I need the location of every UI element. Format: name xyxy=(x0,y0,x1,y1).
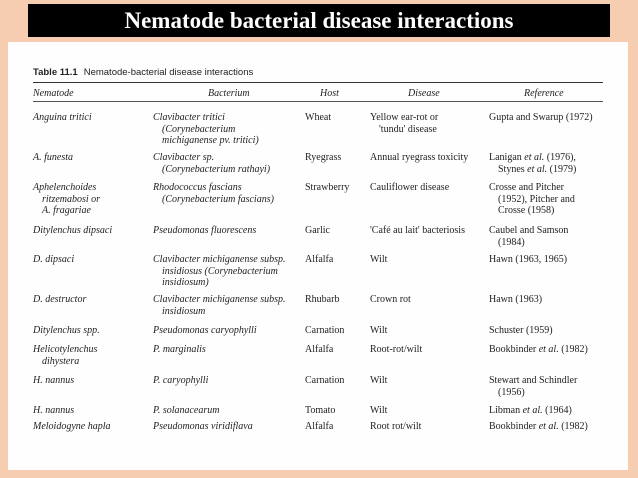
table-caption-text: Nematode-bacterial disease interactions xyxy=(83,67,254,78)
nematode-cell-line: Aphelenchoides xyxy=(33,182,97,193)
table-caption xyxy=(33,67,253,78)
header-reference: Reference xyxy=(524,88,564,99)
reference-cell xyxy=(489,112,614,124)
reference-cell-line: Crosse and Pitcher xyxy=(489,182,564,193)
reference-cell-line: Caubel and Samson xyxy=(489,225,569,236)
header-bacterium: Bacterium xyxy=(208,88,250,99)
nematode-cell xyxy=(33,375,143,387)
reference-cell-line: Crosse (1958) xyxy=(498,205,555,216)
nematode-cell-line: D. destructor xyxy=(33,294,87,305)
disease-cell xyxy=(370,421,490,433)
disease-cell xyxy=(370,375,490,387)
nematode-cell-line: A. fragariae xyxy=(42,205,91,216)
reference-cell-line: Schuster (1959) xyxy=(489,325,553,336)
nematode-cell-line: Meloidogyne hapla xyxy=(33,421,111,432)
nematode-cell-line: H. nannus xyxy=(33,375,75,386)
disease-cell-line: 'Café au lait' bacteriosis xyxy=(370,225,465,236)
reference-cell xyxy=(489,375,614,398)
bacterium-cell-line: michiganense pv. tritici) xyxy=(162,135,259,146)
header-nematode: Nematode xyxy=(33,88,74,99)
bacterium-cell-line: insidiosum xyxy=(162,305,206,317)
disease-cell xyxy=(370,112,490,135)
bacterium-cell-line: (Corynebacterium rathayi) xyxy=(162,163,271,175)
reference-cell-line: Bookbinder et al. (1982) xyxy=(489,344,588,355)
reference-cell-line: Libman et al. (1964) xyxy=(489,405,572,416)
disease-cell xyxy=(370,152,490,164)
reference-cell-line: (1984) xyxy=(498,236,525,248)
bacterium-cell-line: Clavibacter michiganense subsp. xyxy=(153,254,286,265)
bacterium-cell-line: Pseudomonas caryophylli xyxy=(153,325,257,336)
bacterium-cell xyxy=(153,294,308,317)
bacterium-cell-line: insidiosum) xyxy=(162,277,209,288)
header-disease: Disease xyxy=(408,88,440,99)
disease-cell-line: Root-rot/wilt xyxy=(370,344,423,355)
reference-cell-line: Stewart and Schindler xyxy=(489,375,578,386)
nematode-cell xyxy=(33,182,143,217)
bacterium-cell-line: insidiosus (Corynebacterium xyxy=(162,265,278,277)
reference-cell-line: Bookbinder et al. (1982) xyxy=(489,421,588,432)
bacterium-cell-line: P. caryophylli xyxy=(153,375,209,386)
nematode-cell xyxy=(33,294,143,306)
nematode-cell xyxy=(33,325,143,337)
disease-cell-line: Wilt xyxy=(370,325,388,336)
disease-cell xyxy=(370,254,490,266)
nematode-cell xyxy=(33,254,143,266)
disease-cell-line: Yellow ear-rot or xyxy=(370,112,439,123)
host-cell: Alfalfa xyxy=(305,421,334,432)
reference-cell-line: (1952), Pitcher and xyxy=(498,193,575,205)
host-cell: Alfalfa xyxy=(305,254,334,265)
reference-cell xyxy=(489,152,614,175)
host-cell: Strawberry xyxy=(305,182,350,193)
bacterium-cell-line: Pseudomonas fluorescens xyxy=(153,225,257,236)
bacterium-cell-line: P. marginalis xyxy=(153,344,206,355)
table-top-rule xyxy=(33,82,603,83)
host-cell: Carnation xyxy=(305,375,345,386)
disease-cell-line: Cauliflower disease xyxy=(370,182,450,193)
reference-cell-line: Stynes et al. (1979) xyxy=(498,163,577,175)
table-page xyxy=(8,42,628,470)
disease-cell xyxy=(370,225,490,237)
host-cell: Wheat xyxy=(305,112,332,123)
disease-cell-line: Wilt xyxy=(370,254,388,265)
reference-cell-line: Hawn (1963, 1965) xyxy=(489,254,568,265)
bacterium-cell-line: (Corynebacterium fascians) xyxy=(162,193,274,205)
nematode-cell xyxy=(33,405,143,417)
nematode-cell xyxy=(33,344,143,367)
reference-cell xyxy=(489,182,614,217)
disease-cell xyxy=(370,182,490,194)
nematode-cell-line: Ditylenchus spp. xyxy=(33,325,100,336)
reference-cell xyxy=(489,344,614,356)
bacterium-cell-line: Clavibacter michiganense subsp. xyxy=(153,294,286,305)
bacterium-cell-line: Rhodococcus fascians xyxy=(153,182,242,193)
header-host: Host xyxy=(320,88,339,99)
reference-cell xyxy=(489,294,614,306)
bacterium-cell-line: (Corynebacterium xyxy=(162,123,236,135)
table-header-rule xyxy=(33,101,603,102)
bacterium-cell xyxy=(153,152,308,175)
reference-cell-line: Lanigan et al. (1976), xyxy=(489,152,576,163)
reference-cell-line: Hawn (1963) xyxy=(489,294,543,305)
reference-cell-line: (1956) xyxy=(498,386,525,398)
reference-cell xyxy=(489,225,614,248)
nematode-cell-line: Anguina tritici xyxy=(33,112,92,123)
bacterium-cell-line: P. solanacearum xyxy=(153,405,220,416)
nematode-cell-line: ritzemabosi or xyxy=(42,193,101,205)
bacterium-cell xyxy=(153,254,308,289)
host-cell: Alfalfa xyxy=(305,344,334,355)
bacterium-cell xyxy=(153,225,308,237)
bacterium-cell xyxy=(153,325,308,337)
host-cell: Rhubarb xyxy=(305,294,340,305)
nematode-cell xyxy=(33,225,143,237)
reference-cell xyxy=(489,405,614,417)
disease-cell xyxy=(370,344,490,356)
bacterium-cell xyxy=(153,344,308,356)
host-cell: Carnation xyxy=(305,325,345,336)
disease-cell-line: 'tundu' disease xyxy=(379,123,437,135)
slide-title: Nematode bacterial disease interactions xyxy=(28,4,610,37)
nematode-cell-line: dihystera xyxy=(42,355,80,367)
nematode-cell-line: D. dipsaci xyxy=(33,254,75,265)
disease-cell xyxy=(370,294,490,306)
reference-cell-line: Gupta and Swarup (1972) xyxy=(489,112,593,123)
host-cell: Ryegrass xyxy=(305,152,342,163)
reference-cell xyxy=(489,325,614,337)
nematode-cell-line: Helicotylenchus xyxy=(33,344,98,355)
nematode-cell xyxy=(33,152,143,164)
nematode-cell-line: Ditylenchus dipsaci xyxy=(33,225,113,236)
nematode-cell xyxy=(33,421,143,433)
nematode-cell-line: H. nannus xyxy=(33,405,75,416)
table-caption-label: Table 11.1 xyxy=(33,67,78,78)
bacterium-cell-line: Clavibacter tritici xyxy=(153,112,225,123)
nematode-cell-line: A. funesta xyxy=(33,152,73,163)
bacterium-cell-line: Pseudomonas viridiflava xyxy=(153,421,253,432)
disease-cell xyxy=(370,405,490,417)
bacterium-cell xyxy=(153,375,308,387)
disease-cell-line: Wilt xyxy=(370,375,388,386)
bacterium-cell xyxy=(153,112,308,147)
reference-cell xyxy=(489,254,614,266)
host-cell: Garlic xyxy=(305,225,330,236)
bacterium-cell xyxy=(153,405,308,417)
bacterium-cell xyxy=(153,182,308,205)
reference-cell xyxy=(489,421,614,433)
disease-cell-line: Root rot/wilt xyxy=(370,421,422,432)
host-cell: Tomato xyxy=(305,405,336,416)
disease-cell-line: Annual ryegrass toxicity xyxy=(370,152,469,163)
nematode-cell xyxy=(33,112,143,124)
disease-cell-line: Crown rot xyxy=(370,294,411,305)
bacterium-cell-line: Clavibacter sp. xyxy=(153,152,215,163)
disease-cell xyxy=(370,325,490,337)
bacterium-cell xyxy=(153,421,308,433)
disease-cell-line: Wilt xyxy=(370,405,388,416)
